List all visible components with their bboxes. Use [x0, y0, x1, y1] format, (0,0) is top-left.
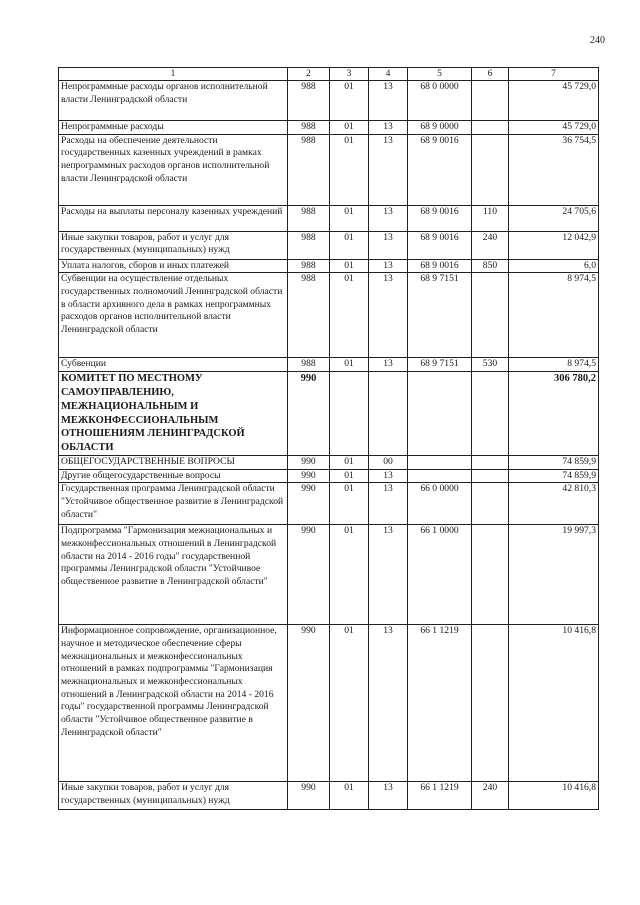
- row-amount: 19 997,3: [509, 525, 599, 625]
- row-section: 01: [330, 259, 369, 273]
- row-section: 01: [330, 483, 369, 525]
- row-target: 66 0 0000: [408, 483, 472, 525]
- row-section: 01: [330, 231, 369, 259]
- budget-table: [58, 67, 599, 810]
- table-row: [59, 121, 599, 135]
- row-name: Информационное сопровождение, организационное, научное и методическое обеспечение сферы межнациональных и межконфессиональных отношений в рамках подпрограммы "Гармонизация межнациональных и межконфессиональных отношений в Ленинградской области на 2014 - 2016 годы" государственной программы Ленинградской области "Устойчивое общественное развитие в Ленинградской области": [59, 625, 288, 782]
- row-amount: 74 859,9: [509, 469, 599, 483]
- table-row: [59, 231, 599, 259]
- table-row: [59, 81, 599, 121]
- row-subsection: 13: [369, 782, 408, 810]
- row-name: Субвенции: [59, 358, 288, 372]
- row-type: 110: [472, 205, 509, 231]
- row-target: 66 1 1219: [408, 625, 472, 782]
- row-section: 01: [330, 205, 369, 231]
- row-name: Уплата налогов, сборов и иных платежей: [59, 259, 288, 273]
- row-subsection: 13: [369, 259, 408, 273]
- table-row: [59, 134, 599, 205]
- row-admin: 990: [288, 782, 330, 810]
- row-admin: 990: [288, 625, 330, 782]
- table-row: [59, 456, 599, 470]
- row-admin: 990: [288, 483, 330, 525]
- row-section: 01: [330, 134, 369, 205]
- row-target: 68 9 7151: [408, 358, 472, 372]
- table-row: [59, 483, 599, 525]
- row-type: [472, 525, 509, 625]
- row-admin: 988: [288, 121, 330, 135]
- table-row: [59, 259, 599, 273]
- row-amount: 36 754,5: [509, 134, 599, 205]
- col-header-4: 4: [369, 68, 408, 81]
- table-row: [59, 782, 599, 810]
- row-type: [472, 273, 509, 358]
- row-amount: 45 729,0: [509, 121, 599, 135]
- table-row: [59, 358, 599, 372]
- row-section: 01: [330, 625, 369, 782]
- table-row: [59, 273, 599, 358]
- row-type: 530: [472, 358, 509, 372]
- row-name: КОМИТЕТ ПО МЕСТНОМУ САМОУПРАВЛЕНИЮ, МЕЖНАЦИОНАЛЬНЫМ И МЕЖКОНФЕССИОНАЛЬНЫМ ОТНОШЕНИЯМ ЛЕНИНГРАДСКОЙ ОБЛАСТИ: [59, 371, 288, 455]
- col-header-2: 2: [288, 68, 330, 81]
- row-name: Расходы на обеспечение деятельности государственных казенных учреждений в рамках непрограммных расходов органов исполнительной власти Ленинградской области: [59, 134, 288, 205]
- row-name: ОБЩЕГОСУДАРСТВЕННЫЕ ВОПРОСЫ: [59, 456, 288, 470]
- row-subsection: 13: [369, 483, 408, 525]
- row-amount: 45 729,0: [509, 81, 599, 121]
- row-type: [472, 483, 509, 525]
- table-row: [59, 625, 599, 782]
- row-amount: 8 974,5: [509, 273, 599, 358]
- row-section: 01: [330, 525, 369, 625]
- row-type: [472, 625, 509, 782]
- row-amount: 306 780,2: [509, 371, 599, 455]
- row-type: 240: [472, 231, 509, 259]
- row-admin: 988: [288, 259, 330, 273]
- row-subsection: 13: [369, 134, 408, 205]
- row-admin: 988: [288, 81, 330, 121]
- col-header-3: 3: [330, 68, 369, 81]
- row-name: Подпрограмма "Гармонизация межнациональных и межконфессиональных отношений в Ленинградской области на 2014 - 2016 годы" государственной программы Ленинградской области "Устойчивое общественное развитие в Ленинградской области": [59, 525, 288, 625]
- row-target: 68 9 7151: [408, 273, 472, 358]
- row-name: Расходы на выплаты персоналу казенных учреждений: [59, 205, 288, 231]
- row-section: [330, 371, 369, 455]
- row-section: 01: [330, 469, 369, 483]
- row-subsection: 00: [369, 456, 408, 470]
- row-name: Иные закупки товаров, работ и услуг для государственных (муниципальных) нужд: [59, 782, 288, 810]
- row-target: 68 9 0016: [408, 259, 472, 273]
- row-section: 01: [330, 782, 369, 810]
- row-section: 01: [330, 358, 369, 372]
- row-amount: 10 416,8: [509, 782, 599, 810]
- row-name: Непрограммные расходы: [59, 121, 288, 135]
- row-subsection: 13: [369, 469, 408, 483]
- row-type: [472, 134, 509, 205]
- row-type: 240: [472, 782, 509, 810]
- row-admin: 988: [288, 273, 330, 358]
- row-target: 66 1 1219: [408, 782, 472, 810]
- row-admin: 988: [288, 205, 330, 231]
- table-row: [59, 205, 599, 231]
- row-subsection: [369, 371, 408, 455]
- row-type: [472, 81, 509, 121]
- row-subsection: 13: [369, 205, 408, 231]
- row-amount: 74 859,9: [509, 456, 599, 470]
- row-target: [408, 456, 472, 470]
- table-row: [59, 469, 599, 483]
- row-admin: 988: [288, 231, 330, 259]
- row-subsection: 13: [369, 121, 408, 135]
- page-number: 240: [590, 35, 605, 46]
- row-name: Иные закупки товаров, работ и услуг для государственных (муниципальных) нужд: [59, 231, 288, 259]
- row-name: Государственная программа Ленинградской области "Устойчивое общественное развитие в Ленинградской области": [59, 483, 288, 525]
- row-name: Субвенции на осуществление отдельных государственных полномочий Ленинградской области в области архивного дела в рамках непрограммных расходов органов исполнительной власти Ленинградской области: [59, 273, 288, 358]
- row-target: [408, 371, 472, 455]
- row-type: [472, 469, 509, 483]
- row-subsection: 13: [369, 273, 408, 358]
- row-subsection: 13: [369, 231, 408, 259]
- row-section: 01: [330, 81, 369, 121]
- row-target: 68 9 0016: [408, 231, 472, 259]
- row-subsection: 13: [369, 525, 408, 625]
- row-target: 66 1 0000: [408, 525, 472, 625]
- row-amount: 10 416,8: [509, 625, 599, 782]
- row-subsection: 13: [369, 358, 408, 372]
- row-target: 68 0 0000: [408, 81, 472, 121]
- row-amount: 24 705,6: [509, 205, 599, 231]
- row-subsection: 13: [369, 625, 408, 782]
- row-admin: 990: [288, 469, 330, 483]
- row-name: Другие общегосударственные вопросы: [59, 469, 288, 483]
- row-target: [408, 469, 472, 483]
- col-header-1: 1: [59, 68, 288, 81]
- row-type: 850: [472, 259, 509, 273]
- row-admin: 988: [288, 358, 330, 372]
- col-header-7: 7: [509, 68, 599, 81]
- row-admin: 990: [288, 371, 330, 455]
- table-row: [59, 371, 599, 455]
- row-name: Непрограммные расходы органов исполнительной власти Ленинградской области: [59, 81, 288, 121]
- row-admin: 988: [288, 134, 330, 205]
- row-amount: 12 042,9: [509, 231, 599, 259]
- row-amount: 6,0: [509, 259, 599, 273]
- row-amount: 8 974,5: [509, 358, 599, 372]
- row-target: 68 9 0016: [408, 205, 472, 231]
- row-admin: 990: [288, 456, 330, 470]
- row-type: [472, 456, 509, 470]
- col-header-6: 6: [472, 68, 509, 81]
- row-section: 01: [330, 456, 369, 470]
- header-row: [59, 68, 599, 81]
- row-type: [472, 121, 509, 135]
- row-amount: 42 810,3: [509, 483, 599, 525]
- col-header-5: 5: [408, 68, 472, 81]
- table-row: [59, 525, 599, 625]
- row-section: 01: [330, 121, 369, 135]
- row-type: [472, 371, 509, 455]
- row-section: 01: [330, 273, 369, 358]
- row-target: 68 9 0016: [408, 134, 472, 205]
- row-subsection: 13: [369, 81, 408, 121]
- row-admin: 990: [288, 525, 330, 625]
- row-target: 68 9 0000: [408, 121, 472, 135]
